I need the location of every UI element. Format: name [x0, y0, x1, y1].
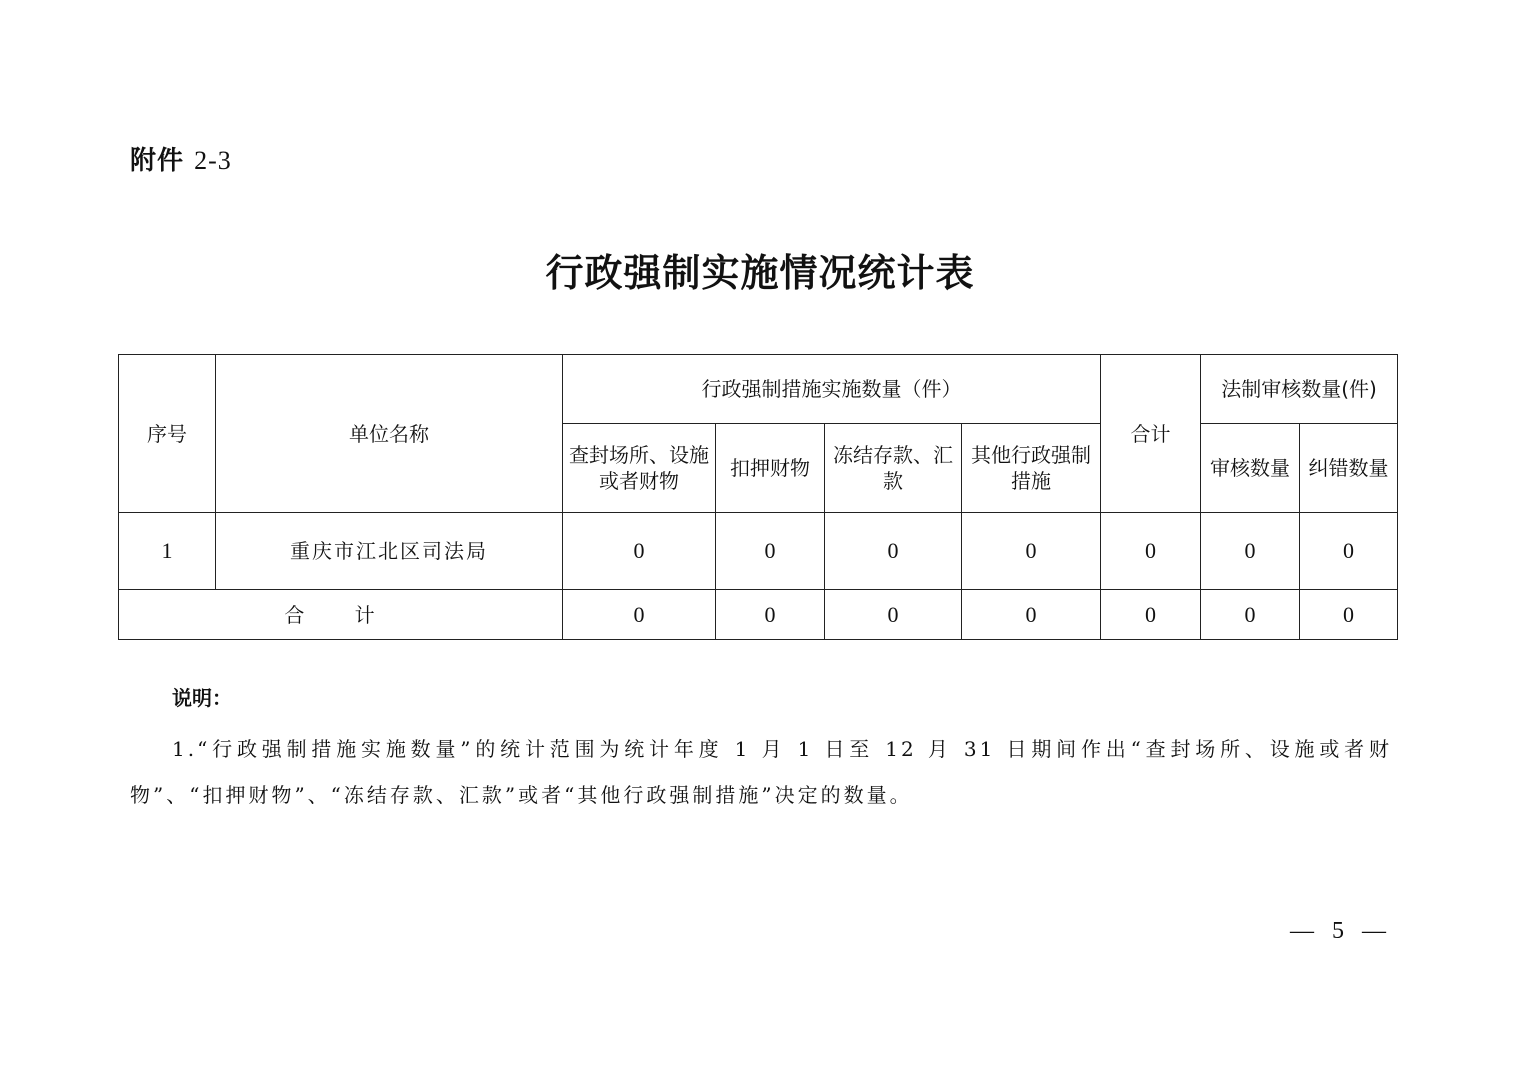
- total-detain: 0: [716, 590, 825, 640]
- header-measures-group: 行政强制措施实施数量（件）: [563, 355, 1101, 424]
- total-correct: 0: [1300, 590, 1398, 640]
- cell-seal: 0: [563, 513, 716, 590]
- header-review-count: 审核数量: [1201, 424, 1300, 513]
- header-detain: 扣押财物: [716, 424, 825, 513]
- header-unit-name: 单位名称: [216, 355, 563, 513]
- total-review: 0: [1201, 590, 1300, 640]
- total-row: [119, 590, 1398, 640]
- notes-item-1: 1.“行政强制措施实施数量”的统计范围为统计年度 1 月 1 日至 12 月 31 日期间作出“查封场所、设施或者财物”、“扣押财物”、“冻结存款、汇款”或者“其他行政强制措施”决定的数量。: [130, 737, 1392, 807]
- cell-correct: 0: [1300, 513, 1398, 590]
- table-row: [119, 513, 1398, 590]
- header-seq: 序号: [119, 355, 216, 513]
- page-number: — 5 —: [1290, 918, 1392, 944]
- cell-seq: 1: [119, 513, 216, 590]
- attachment-label: [130, 140, 232, 177]
- cell-detain: 0: [716, 513, 825, 590]
- total-total: 0: [1101, 590, 1201, 640]
- header-total: 合计: [1101, 355, 1201, 513]
- cell-total: 0: [1101, 513, 1201, 590]
- header-row-1: [119, 355, 1398, 424]
- cell-unit-name: 重庆市江北区司法局: [216, 513, 563, 590]
- total-row-label: 合 计: [119, 590, 563, 640]
- total-freeze: 0: [825, 590, 962, 640]
- header-other: 其他行政强制措施: [962, 424, 1101, 513]
- attachment-prefix: 附件: [130, 146, 185, 176]
- total-seal: 0: [563, 590, 716, 640]
- header-freeze: 冻结存款、汇款: [825, 424, 962, 513]
- header-review-group: 法制审核数量(件): [1201, 355, 1398, 424]
- statistics-table: [118, 354, 1398, 640]
- cell-other: 0: [962, 513, 1101, 590]
- cell-freeze: 0: [825, 513, 962, 590]
- header-correct-count: 纠错数量: [1300, 424, 1398, 513]
- header-seal: 查封场所、设施或者财物: [563, 424, 716, 513]
- notes-heading: 说明：: [172, 686, 232, 710]
- cell-review: 0: [1201, 513, 1300, 590]
- page-title: 行政强制实施情况统计表: [545, 250, 975, 295]
- attachment-number: 2-3: [194, 146, 232, 175]
- total-other: 0: [962, 590, 1101, 640]
